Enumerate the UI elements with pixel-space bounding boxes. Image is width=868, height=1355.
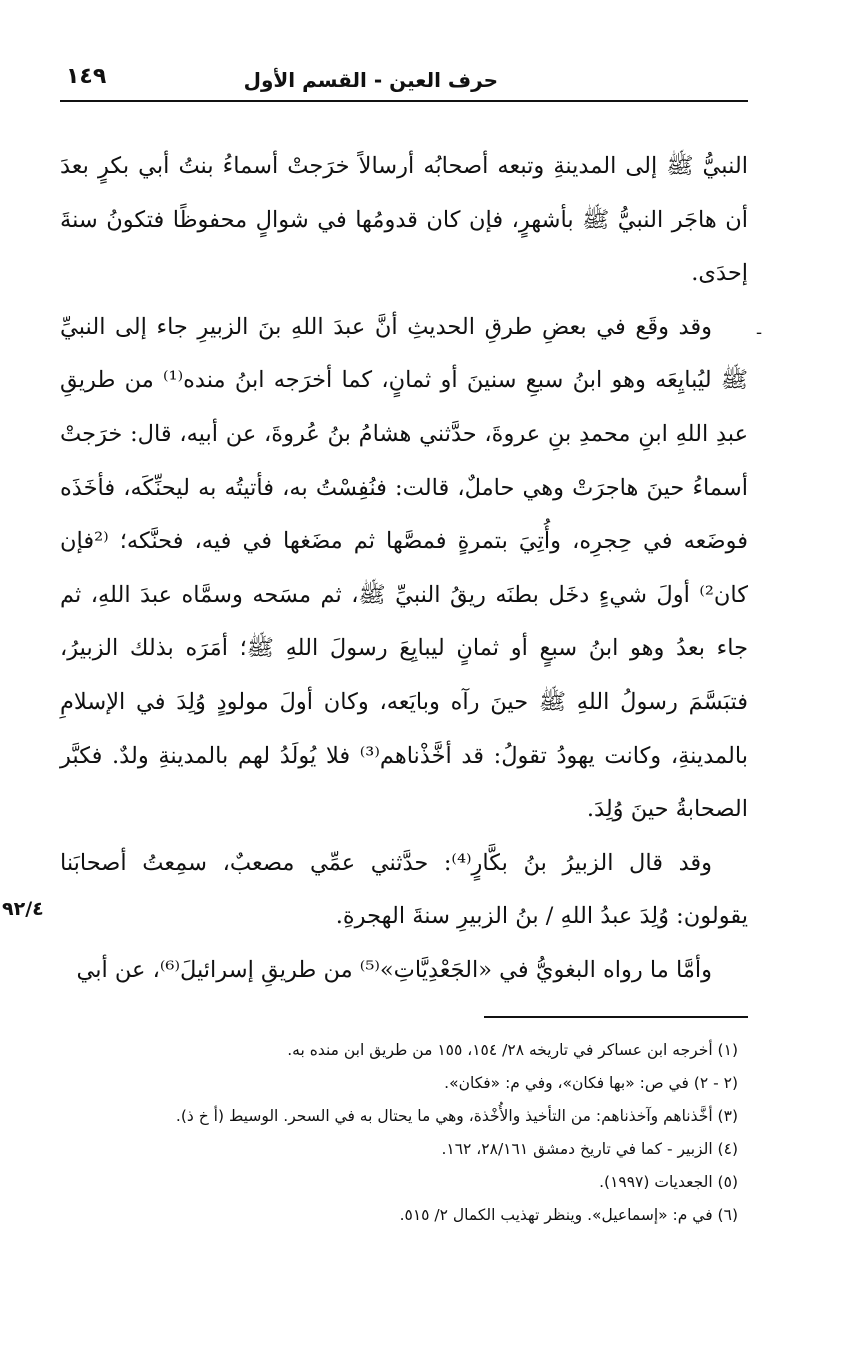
footnote-separator	[484, 1016, 748, 1018]
paragraph-2: وقد وقَع في بعضِ طرقِ الحديثِ أنَّ عبدَ اللهِ بنَ الزبيرِ جاء إلى النبيِّ ﷺ ليُبايِعَه وهو ابنُ سبعِ سنينَ أو ثمانٍ، كما أخرَجه ابنُ منده⁽¹⁾ من طريقِ عبدِ اللهِ ابنِ محمدِ بنِ عروةَ، حدَّثني هشامُ بنُ عُروةَ، عن أبيه، قال: خرَجتْ أسماءُ حينَ هاجرَتْ وهي حاملٌ، قالت: فنُفِسْتُ به، فأتيتُه به ليحنِّكَه، فأخَذَه فوضَعه في حِجرِه، وأُتِيَ بتمرةٍ فمصَّها ثم مضَغها في فيه، فحنَّكه؛ ⁽²فإن كان²⁾ أولَ شيءٍ دخَل بطنَه ريقُ النبيِّ ﷺ، ثم مسَحه وسمَّاه عبدَ اللهِ، ثم جاء بعدُ وهو ابنُ سبعٍ أو ثمانٍ ليبايِعَ رسولَ اللهِ ﷺ؛ أمَرَه بذلك الزبيرُ، فتبَسَّمَ رسولُ اللهِ ﷺ حينَ رآه وبايَعه، وكان أولَ مولودٍ وُلِدَ في الإسلامِ بالمدينةِ، وكانت يهودُ تقولُ: قد أخَّذْناهم⁽³⁾ فلا يُولَدُ لهم بالمدينةِ ولدٌ. فكبَّر الصحابةُ حينَ وُلِدَ.	[60, 313, 748, 823]
footnote-4: (٤) الزبير - كما في تاريخ دمشق ٢٨/١٦١، ١٦٢.	[441, 1140, 738, 1158]
page-header	[60, 60, 748, 102]
paragraph-1: النبيُّ ﷺ إلى المدينةِ وتبعه أصحابُه أرسالاً خرَجتْ أسماءُ بنتُ أبي بكرٍ بعدَ أن هاجَر النبيُّ ﷺ بأشهرٍ، فإن كان قدومُها في شوالٍ محفوظًا فتكونُ سنةَ إحدَى.	[60, 153, 748, 287]
margin-dash: -	[756, 322, 763, 343]
running-title: حرف العين - القسم الأول	[243, 68, 498, 92]
main-text	[60, 140, 748, 998]
footnote-1: (١) أخرجه ابن عساكر في تاريخه ٢٨/ ١٥٤، ١٥٥ من طريق ابن منده به.	[287, 1041, 738, 1059]
footnote-5: (٥) الجعديات (١٩٩٧).	[599, 1173, 738, 1191]
footnotes	[60, 1034, 738, 1232]
paragraph-3: وقد قال الزبيرُ بنُ بكَّارٍ⁽⁴⁾: حدَّثني عمِّي مصعبٌ، سمِعتُ أصحابَنا يقولون: وُلِدَ عبدُ اللهِ / بنُ الزبيرِ سنةَ الهجرةِ.	[60, 849, 748, 930]
footnote-3: (٣) أخَّذناهم وآخذناهم: من التأخيذ والأُخْذة، وهي ما يحتال به في السحر. الوسيط (أ خ ذ).	[175, 1107, 738, 1125]
footnote-2: (٢ - ٢) في ص: «بها فكان»، وفي م: «فكان».	[444, 1074, 738, 1092]
margin-volume-reference: ٩٢/٤	[2, 898, 44, 920]
paragraph-4: وأمَّا ما رواه البغويُّ في «الجَعْدِيَّاتِ»⁽⁵⁾ من طريقِ إسرائيلَ⁽⁶⁾، عن أبي	[76, 956, 712, 983]
footnote-6: (٦) في م: «إسماعيل». وينظر تهذيب الكمال ٢/ ٥١٥.	[399, 1206, 738, 1224]
page-number: ١٤٩	[66, 64, 107, 89]
